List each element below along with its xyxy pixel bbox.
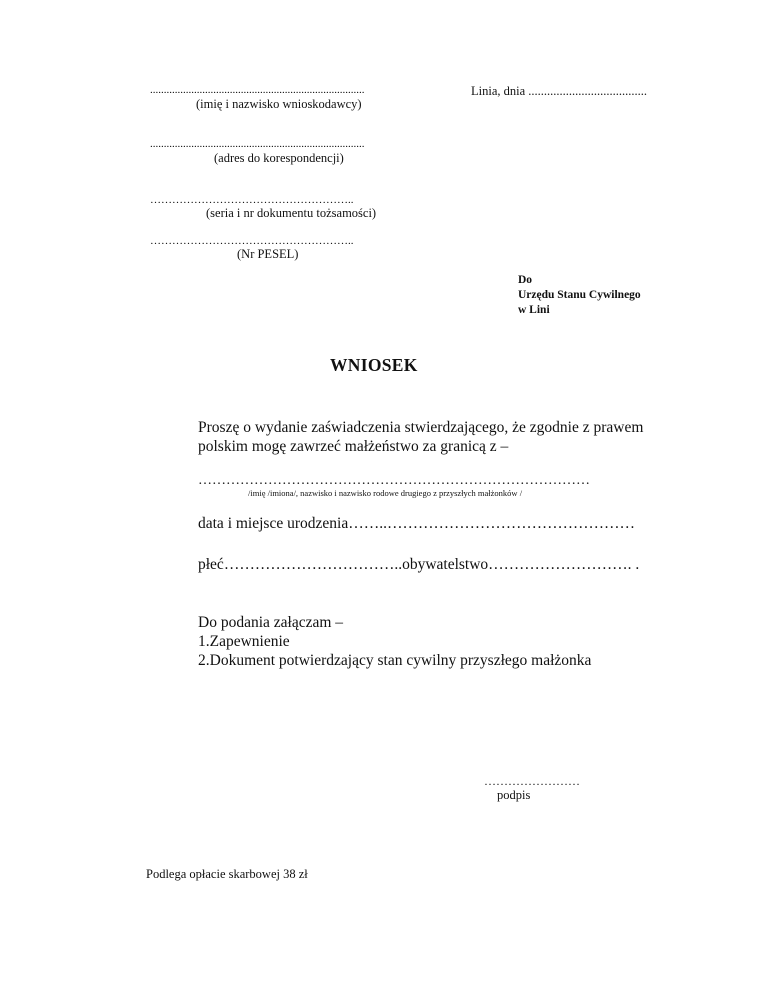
id-document-label: (seria i nr dokumentu tożsamości) <box>206 206 377 220</box>
address-label: (adres do korespondencji) <box>214 151 344 165</box>
place-date-line: Linia, dnia ...................................... <box>471 84 648 98</box>
signature-label: podpis <box>497 788 531 802</box>
recipient-block <box>518 273 641 318</box>
pesel-field: ……………………………………………….. <box>150 235 354 247</box>
spouse-label: /imię /imiona/, nazwisko i nazwisko rodowe drugiego z przyszłych małżonków / <box>248 488 523 498</box>
request-line-1: Proszę o wydanie zaświadczenia stwierdzającego, że zgodnie z prawem <box>198 419 644 436</box>
attachment-item: 2.Dokument potwierdzający stan cywilny przyszłego małżonka <box>198 652 592 669</box>
applicant-name-field: .............................................................................. <box>150 84 365 96</box>
request-text <box>198 418 643 456</box>
attachments-section <box>198 613 591 670</box>
id-document-field: ……………………………………………….. <box>150 194 354 206</box>
applicant-name-label: (imię i nazwisko wnioskodawcy) <box>196 97 362 111</box>
signature-field: …………………… <box>484 774 580 788</box>
birth-date-place-field: data i miejsce urodzenia……..………………………………………… <box>198 515 635 532</box>
sex-citizenship-field: płeć……………………………..obywatelstwo………………………. . <box>198 556 640 573</box>
recipient-line-1: Do <box>518 274 533 286</box>
request-line-2: polskim mogę zawrzeć małżeństwo za granicą z – <box>198 438 509 455</box>
document-title: WNIOSEK <box>330 355 418 375</box>
recipient-line-2: Urzędu Stanu Cywilnego <box>518 289 641 301</box>
pesel-label: (Nr PESEL) <box>237 247 299 261</box>
address-field: .............................................................................. <box>150 138 365 150</box>
recipient-line-3: w Lini <box>518 304 550 316</box>
attachments-heading: Do podania załączam – <box>198 614 344 631</box>
attachment-item: 1.Zapewnienie <box>198 633 290 650</box>
stamp-fee-note: Podlega opłacie skarbowej 38 zł <box>146 867 308 881</box>
spouse-field: ………………………………………………………………………… <box>198 473 590 488</box>
